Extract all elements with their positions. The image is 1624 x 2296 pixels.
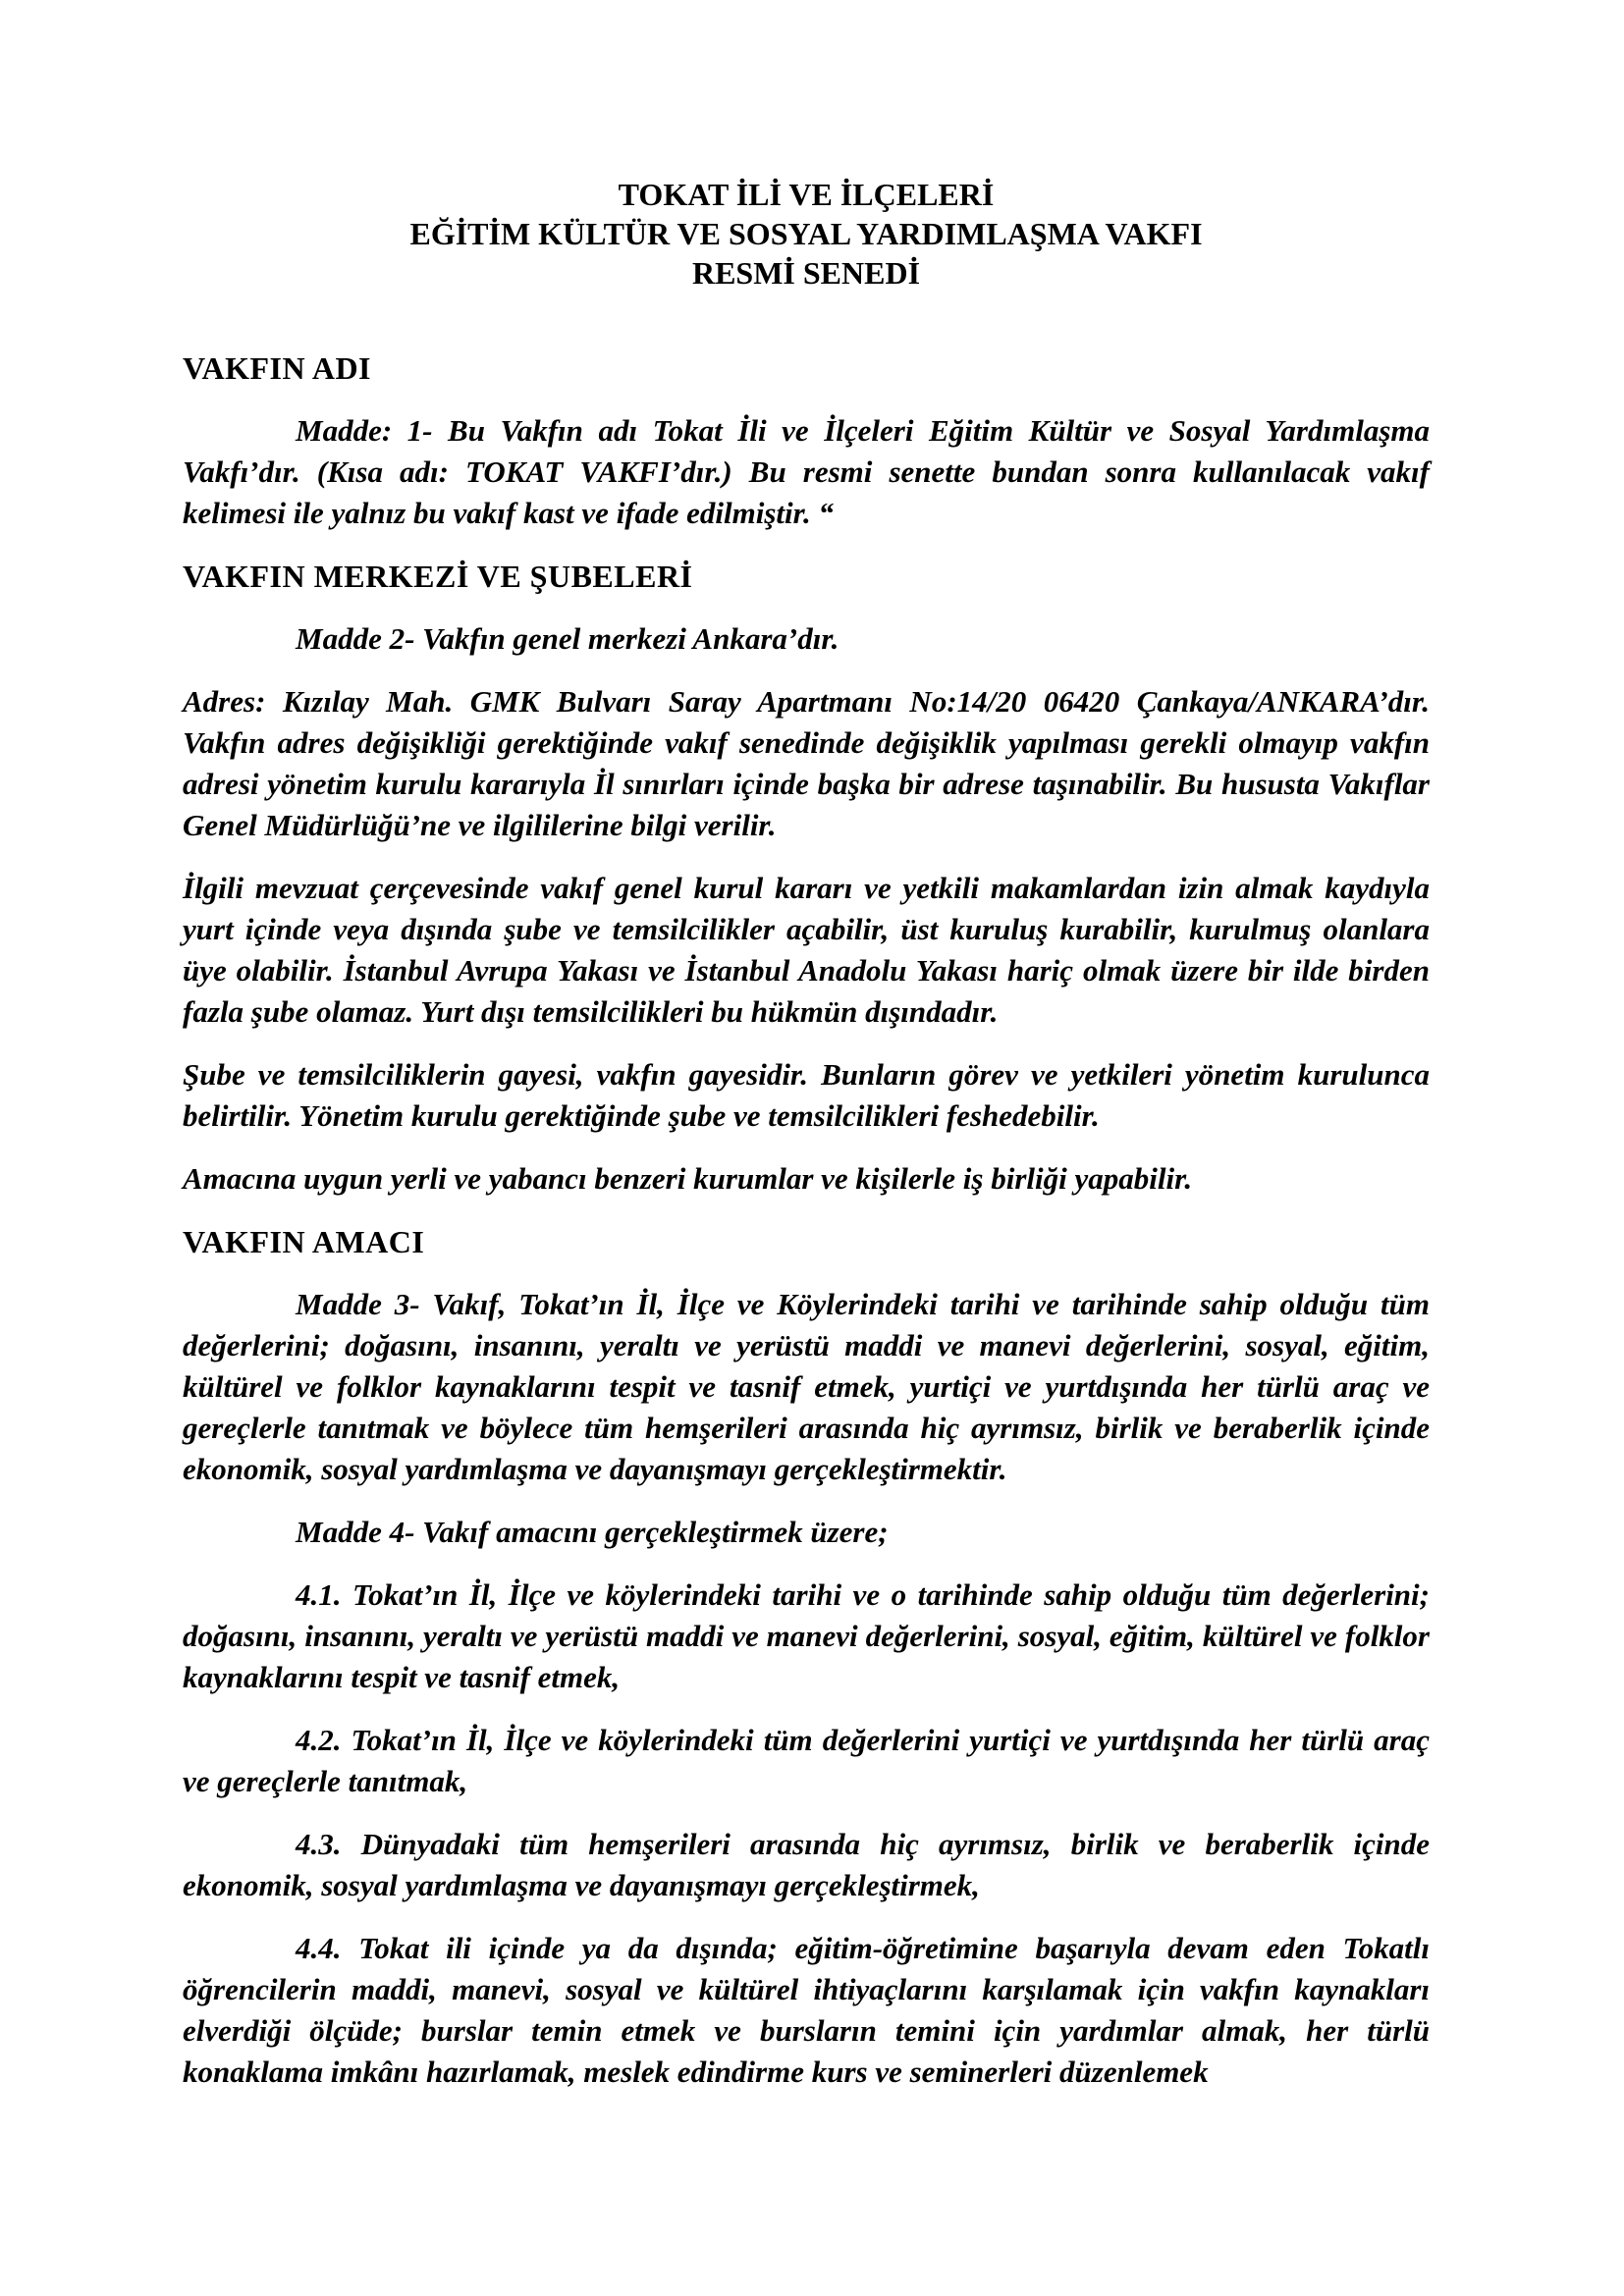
section-heading-vakfin-merkezi-ve-subeleri: VAKFIN MERKEZİ VE ŞUBELERİ <box>183 559 693 594</box>
paragraph-sube-ve-temsilcilikler: Şube ve temsilciliklerin gayesi, vakfın gayesidir. Bunların görev ve yetkileri yönetim kurulunca belirtilir. Yönetim kurulu gerektiğinde şube ve temsilcilikleri feshedebilir. <box>183 1057 1430 1133</box>
document-title-line-1: TOKAT İLİ VE İLÇELERİ <box>618 177 995 212</box>
document-title-line-2: EĞİTİM KÜLTÜR VE SOSYAL YARDIMLAŞMA VAKFI <box>409 216 1203 251</box>
paragraph-madde-2: Madde 2- Vakfın genel merkezi Ankara’dır. <box>296 621 839 656</box>
paragraph-amacina-uygun: Amacına uygun yerli ve yabancı benzeri kurumlar ve kişilerle iş birliği yapabilir. <box>183 1161 1193 1196</box>
paragraph-madde-4-1: 4.1. Tokat’ın İl, İlçe ve köylerindeki tarihi ve o tarihinde sahip olduğu tüm değerlerini; doğasını, insanını, yeraltı ve yerüstü maddi ve manevi değerlerini, sosyal, eğitim, kültürel ve folklor kaynaklarını tespit ve tasnif etmek, <box>183 1577 1430 1694</box>
paragraph-madde-4-3: 4.3. Dünyadaki tüm hemşerileri arasında hiç ayrımsız, birlik ve beraberlik içinde ekonomik, sosyal yardımlaşma ve dayanışmayı gerçekleştirmek, <box>183 1827 1430 1902</box>
paragraph-adres: Adres: Kızılay Mah. GMK Bulvarı Saray Apartmanı No:14/20 06420 Çankaya/ANKARA’dır. Vakfın adres değişikliği gerektiğinde vakıf senedinde değişiklik yapılması gerekli olmayıp vakfın adresi yönetim kurulu kararıyla İl sınırları içinde başka bir adrese taşınabilir. Bu hususta Vakıflar Genel Müdürlüğü’ne ve ilgililerine bilgi verilir. <box>183 684 1430 842</box>
paragraph-madde-1: Madde: 1- Bu Vakfın adı Tokat İli ve İlçeleri Eğitim Kültür ve Sosyal Yardımlaşma Vakfı’dır. (Kısa adı: TOKAT VAKFI’dır.) Bu resmi senette bundan sonra kullanılacak vakıf kelimesi ile yalnız bu vakıf kast ve ifade edilmiştir. “ <box>183 413 1430 530</box>
paragraph-ilgili-mevzuat: İlgili mevzuat çerçevesinde vakıf genel kurul kararı ve yetkili makamlardan izin almak kaydıyla yurt içinde veya dışında şube ve temsilcilikler açabilir, üst kuruluş kurabilir, kurulmuş olanlara üye olabilir. İstanbul Avrupa Yakası ve İstanbul Anadolu Yakası hariç olmak üzere bir ilde birden fazla şube olamaz. Yurt dışı temsilcilikleri bu hükmün dışındadır. <box>183 871 1430 1029</box>
section-heading-vakfin-amaci: VAKFIN AMACI <box>183 1224 425 1259</box>
document-title <box>183 175 1430 293</box>
paragraph-madde-3: Madde 3- Vakıf, Tokat’ın İl, İlçe ve Köylerindeki tarihi ve tarihinde sahip olduğu tüm değerlerini; doğasını, insanını, yeraltı ve yerüstü maddi ve manevi değerlerini, sosyal, eğitim, kültürel ve folklor kaynaklarını tespit ve tasnif etmek, yurtiçi ve yurtdışında her türlü araç ve gereçlerle tanıtmak ve böylece tüm hemşerileri arasında hiç ayrımsız, birlik ve beraberlik içinde ekonomik, sosyal yardımlaşma ve dayanışmayı gerçekleştirmektir. <box>183 1287 1430 1486</box>
paragraph-madde-4: Madde 4- Vakıf amacını gerçekleştirmek üzere; <box>296 1515 889 1549</box>
paragraph-madde-4-4: 4.4. Tokat ili içinde ya da dışında; eğitim-öğretimine başarıyla devam eden Tokatlı öğrencilerin maddi, manevi, sosyal ve kültürel ihtiyaçlarını karşılamak için vakfın kaynakları elverdiği ölçüde; burslar temin etmek ve bursların temini için yardımlar almak, her türlü konaklama imkânı hazırlamak, meslek edindirme kurs ve seminerleri düzenlemek <box>183 1931 1430 2089</box>
section-heading-vakfin-adi: VAKFIN ADI <box>183 350 371 386</box>
document-title-line-3: RESMİ SENEDİ <box>691 255 921 291</box>
paragraph-madde-4-2: 4.2. Tokat’ın İl, İlçe ve köylerindeki tüm değerlerini yurtiçi ve yurtdışında her türlü araç ve gereçlerle tanıtmak, <box>183 1723 1430 1798</box>
